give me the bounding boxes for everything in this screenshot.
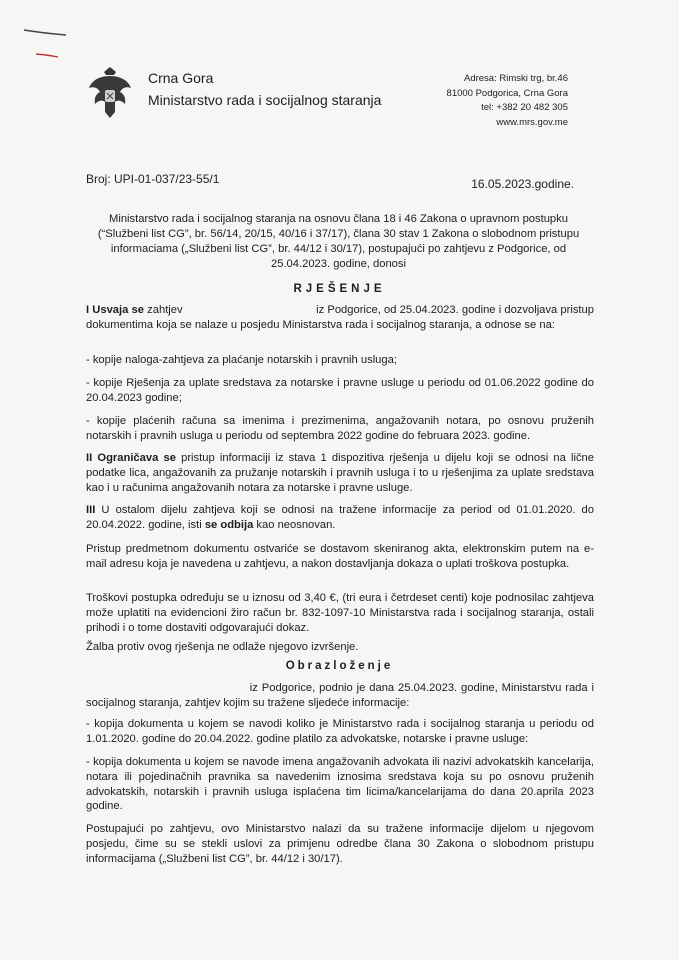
- decision-item-1: - kopije naloga-zahtjeva za plaćanje notarskih i pravnih usluga;: [86, 354, 397, 366]
- decision-1-lead: I Usvaja se: [86, 304, 144, 316]
- costs-paragraph: Troškovi postupka određuju se u iznosu od 3,40 €, (tri eura i četrdeset centi) koje podnosilac zahtjeva može uplatiti na evidencioni žiro račun br. 832-1097-10 Ministarstva rada i socijalnog staranja, ostali prihodi i o tome dostaviti odgovarajući dokaz.: [86, 592, 594, 634]
- decision-paragraph-3: [86, 503, 594, 533]
- website: www.mrs.gov.me: [496, 116, 568, 128]
- decision-2-text: pristup informaciji iz stava 1 dispozitiva rješenja u dijelu koji se odnosi na lične podatke lica, angažovanih za pružanje notarskih i pravnih usluga i to u rješenjima za uplate sredstava kao i u računima angažovanih notara za notarske i pravne usluge.: [86, 452, 594, 494]
- address-street: Adresa: Rimski trg, br.46: [463, 73, 568, 84]
- pen-mark-decoration: [22, 26, 72, 60]
- address-block: [447, 72, 568, 130]
- reasoning-title: Obrazloženje: [285, 660, 394, 672]
- reasoning-paragraph-2: Postupajući po zahtjevu, ovo Ministarstvo nalazi da su tražene informacije dijelom u njegovom posjedu, čime su se stekli uslovi za primjenu odredbe člana 30 Zakona o slobodnom pristupu informacijama („Službeni list CG”, br. 44/12 i 30/17).: [86, 823, 594, 865]
- decision-item-3: - kopije plaćenih računa sa imenima i prezimenima, angažovanih notara, po osnovu pruženih notarskih i pravnih usluga u periodu od septembra 2022 godine do februara 2023. godine.: [86, 415, 594, 442]
- decision-paragraph-2: [86, 451, 594, 495]
- decision-item-2: - kopije Rješenja za uplate sredstava za notarske i pravne usluge u periodu od 01.06.2022 godine do 20.04.2023 godine;: [86, 377, 594, 404]
- ministry-name: Ministarstvo rada i socijalnog staranja: [148, 92, 382, 108]
- intro-paragraph: Ministarstvo rada i socijalnog staranja na osnovu člana 18 i 46 Zakona o upravnom postupku (“Službeni list CG”, br. 56/14, 20/15, 40/16 i 37/17), člana 30 stav 1 Zakona o slobodnom pristupu informaciama („Službeni list CG”, br. 44/12 i 30/17), postupajući po zahtjevu z Podgorice, od 25.04.2023. godine, donosi: [97, 213, 580, 270]
- reasoning-item-1: - kopija dokumenta u kojem se navodi koliko je Ministarstvo rada i socijalnog staranja u periodu od 1.01.2020. godine do 20.04.2022. godine platilo za advokatske, notarske i pravne usluge:: [86, 718, 594, 745]
- document-date: 16.05.2023.godine.: [471, 177, 574, 191]
- decision-3-lead: III: [86, 504, 96, 516]
- reference-number: Broj: UPI-01-037/23-55/1: [86, 172, 220, 186]
- appeal-paragraph: Žalba protiv ovog rješenja ne odlaže njegovo izvršenje.: [86, 641, 359, 653]
- decision-1-text: zahtjev iz Podgorice, od 25.04.2023. godine i dozvoljava pristup dokumentima koja se nalaze u posjedu Ministarstva rada i socijalnog staranja, a odnose se na:: [86, 304, 598, 331]
- access-paragraph: Pristup predmetnom dokumentu ostvariće se dostavom skeniranog akta, elektronskim putem na e-mail adresu koja je navedena u zahtjevu, a nakon dostavljanja dokaza o uplati troškova postupka.: [86, 543, 594, 570]
- decision-3-text-b: kao neosnovan.: [253, 518, 336, 531]
- address-city: 81000 Podgorica, Crna Gora: [446, 87, 568, 99]
- decision-paragraph-1: [86, 303, 598, 333]
- coat-of-arms-icon: [86, 66, 134, 120]
- country-name: Crna Gora: [148, 70, 214, 86]
- phone-number: tel: +382 20 482 305: [481, 102, 568, 113]
- decision-2-lead: II Ograničava se: [86, 452, 176, 464]
- decision-3-bold: se odbija: [204, 518, 254, 531]
- reasoning-item-2: - kopija dokumenta u kojem se navode imena angažovanih advokata ili nazivi advokatskih kancelarija, notara ili pojedinačnih pravnika sa navedenim iznosima sredstava koja su po osnovu pruženih advokatskih, notarskih i pravnih usluga isplaćena tim licima/kancelarijama do dana 20.aprila 2023 godine.: [86, 756, 594, 813]
- decision-title: RJEŠENJE: [293, 283, 386, 295]
- reasoning-paragraph-1: iz Podgorice, podnio je dana 25.04.2023. godine, Ministarstvu rada i socijalnog staranja, zahtjev kojim su tražene sljedeće informacije:: [86, 682, 598, 709]
- decision-3-text-a: U ostalom dijelu zahtjeva koji se odnosi na tražene informacije za period od 01.01.2020. do 20.04.2022. godine, isti: [86, 504, 594, 531]
